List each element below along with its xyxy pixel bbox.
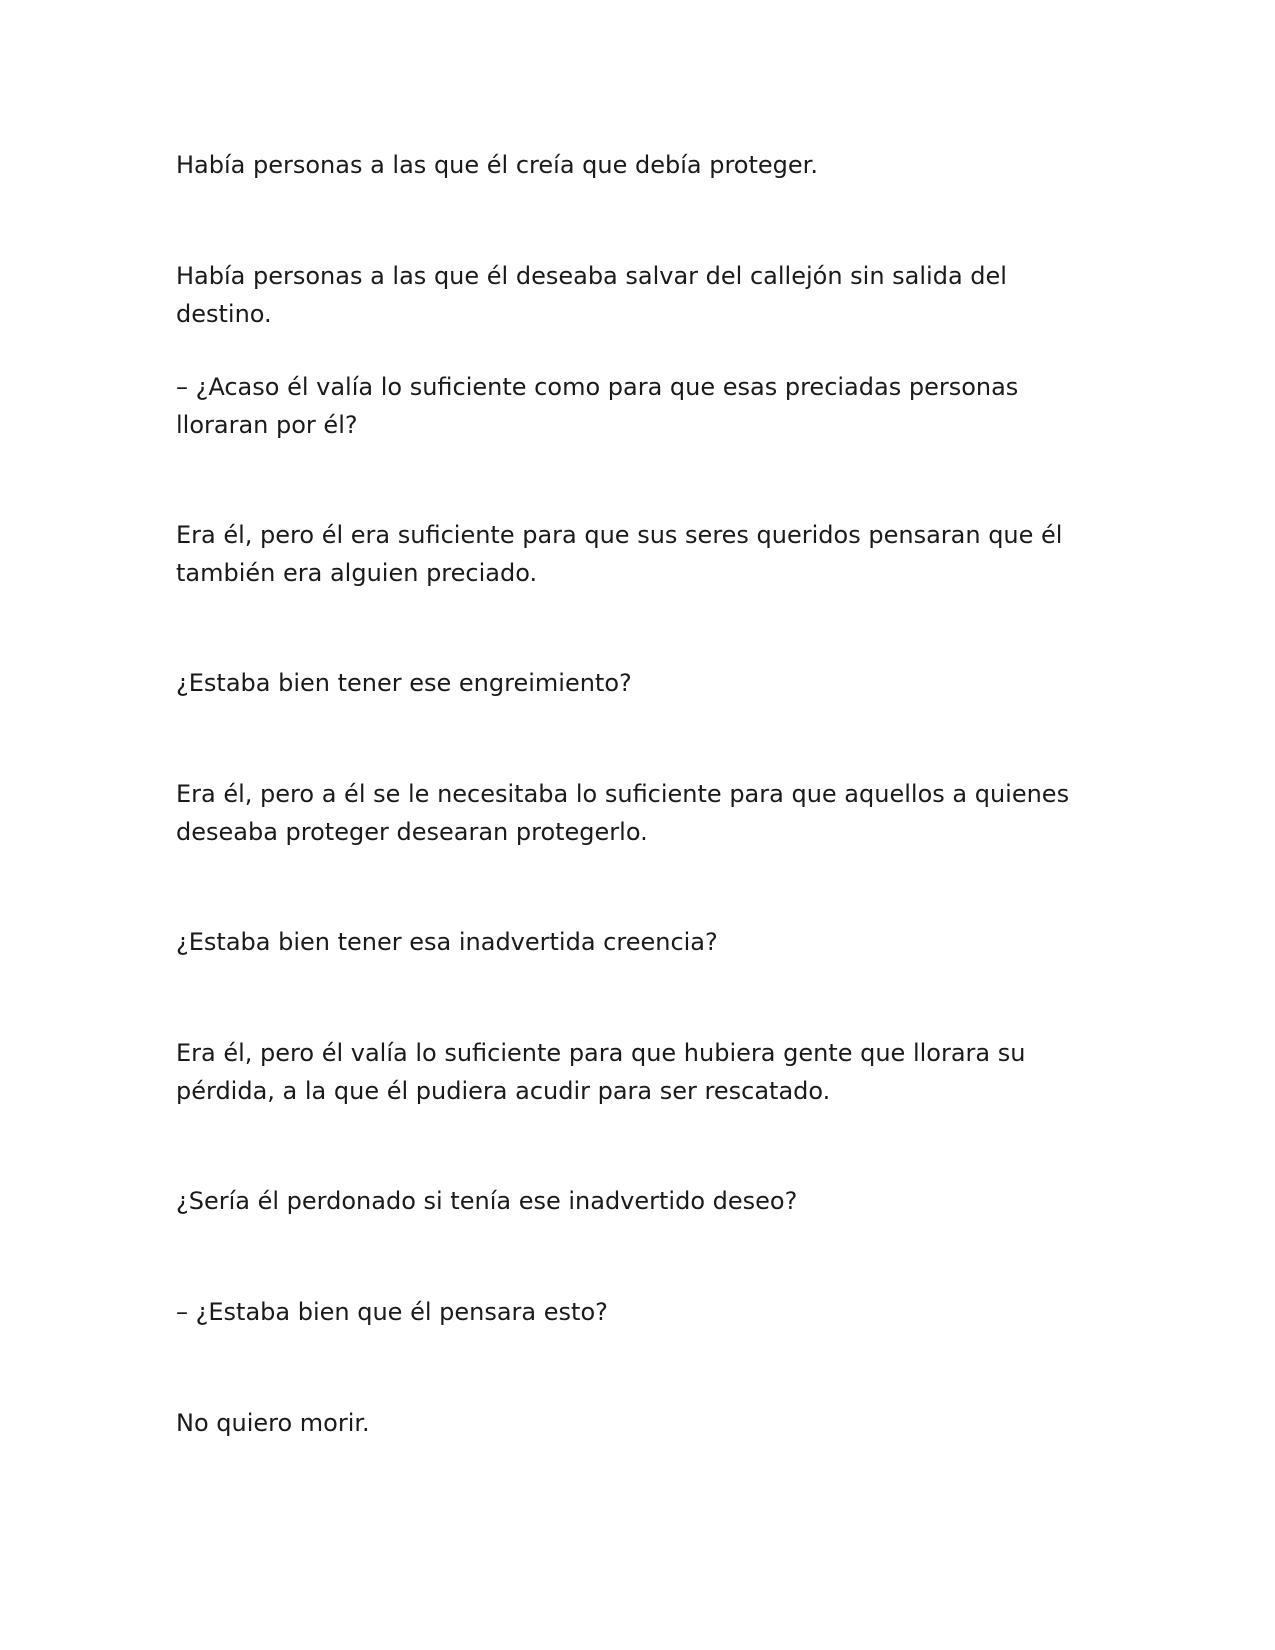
paragraph-1: Había personas a las que él creía que debía proteger. <box>176 151 818 179</box>
paragraph-10: – ¿Estaba bien que él pensara esto? <box>176 1298 608 1326</box>
paragraph-7: ¿Estaba bien tener esa inadvertida creencia? <box>176 928 718 956</box>
paragraph-2: Había personas a las que él deseaba salvar del callejón sin salida del destino. <box>176 262 1007 328</box>
paragraph-6: Era él, pero a él se le necesitaba lo suficiente para que aquellos a quienes deseaba proteger desearan protegerlo. <box>176 780 1070 846</box>
paragraph-4: Era él, pero él era suficiente para que sus seres queridos pensaran que él también era alguien preciado. <box>176 521 1063 587</box>
paragraph-3: – ¿Acaso él valía lo suficiente como para que esas preciadas personas lloraran por él? <box>176 373 1019 439</box>
paragraph-8: Era él, pero él valía lo suficiente para que hubiera gente que llorara su pérdida, a la que él pudiera acudir para ser rescatado. <box>176 1039 1026 1105</box>
paragraph-5: ¿Estaba bien tener ese engreimiento? <box>176 669 632 697</box>
paragraph-11: No quiero morir. <box>176 1409 370 1437</box>
paragraph-9: ¿Sería él perdonado si tenía ese inadvertido deseo? <box>176 1187 798 1215</box>
